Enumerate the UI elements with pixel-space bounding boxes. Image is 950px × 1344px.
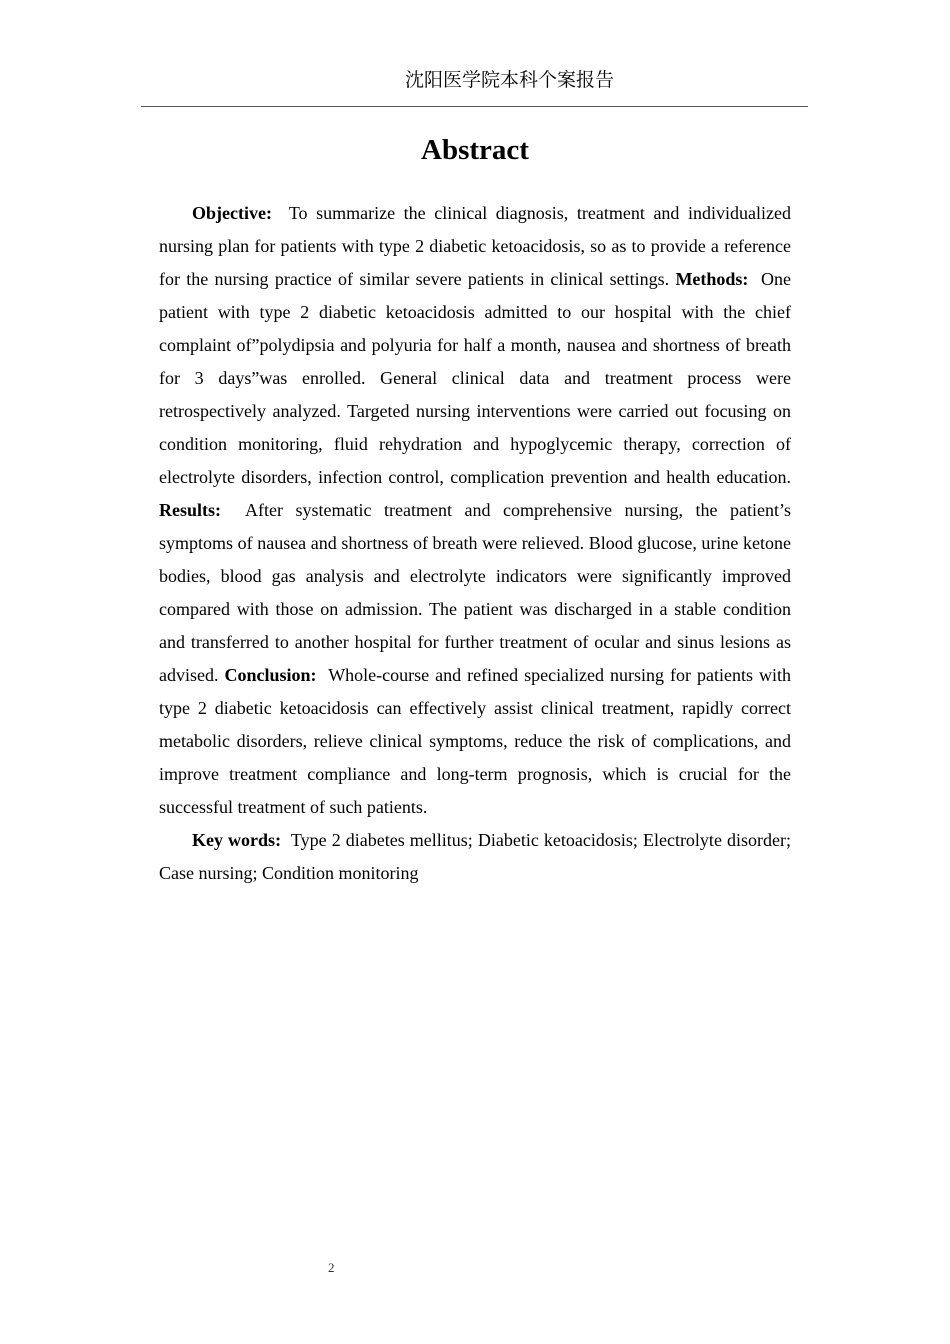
abstract-body xyxy=(159,197,791,890)
running-header xyxy=(141,64,808,107)
results-label: Results: xyxy=(159,500,221,520)
keywords-text: Type 2 diabetes mellitus; Diabetic ketoacidosis; Electrolyte disorder; Case nursing; Condition monitoring xyxy=(159,830,791,883)
conclusion-label: Conclusion: xyxy=(224,665,317,685)
objective-label: Objective: xyxy=(192,203,272,223)
results-text: After systematic treatment and comprehensive nursing, the patient’s symptoms of nausea and shortness of breath were relieved. Blood glucose, urine ketone bodies, blood gas analysis and electrolyte indicators were significantly improved compared with those on admission. The patient was discharged in a stable condition and transferred to another hospital for further treatment of ocular and sinus lesions as advised. xyxy=(159,500,791,685)
methods-label: Methods: xyxy=(675,269,749,289)
methods-text: One patient with type 2 diabetic ketoacidosis admitted to our hospital with the chief complaint of”polydipsia and polyuria for half a month, nausea and shortness of breath for 3 days”was enrolled. General clinical data and treatment process were retrospectively analyzed. Targeted nursing interventions were carried out focusing on condition monitoring, fluid rehydration and hypoglycemic therapy, correction of electrolyte disorders, infection control, complication prevention and health education. xyxy=(159,269,791,487)
page-number: 2 xyxy=(328,1260,335,1275)
keywords-paragraph xyxy=(159,824,791,890)
abstract-paragraph xyxy=(159,197,791,824)
abstract-title: Abstract xyxy=(421,134,529,166)
objective-text: To summarize the clinical diagnosis, treatment and individualized nursing plan for patients with type 2 diabetic ketoacidosis, so as to provide a reference for the nursing practice of similar severe patients in clinical settings. xyxy=(159,203,791,289)
running-header-title: 沈阳医学院本科个案报告 xyxy=(404,69,614,91)
conclusion-text: Whole-course and refined specialized nursing for patients with type 2 diabetic ketoacidosis can effectively assist clinical treatment, rapidly correct metabolic disorders, relieve clinical symptoms, reduce the risk of complications, and improve treatment compliance and long-term prognosis, which is crucial for the successful treatment of such patients. xyxy=(159,665,791,817)
keywords-label: Key words: xyxy=(192,830,282,850)
